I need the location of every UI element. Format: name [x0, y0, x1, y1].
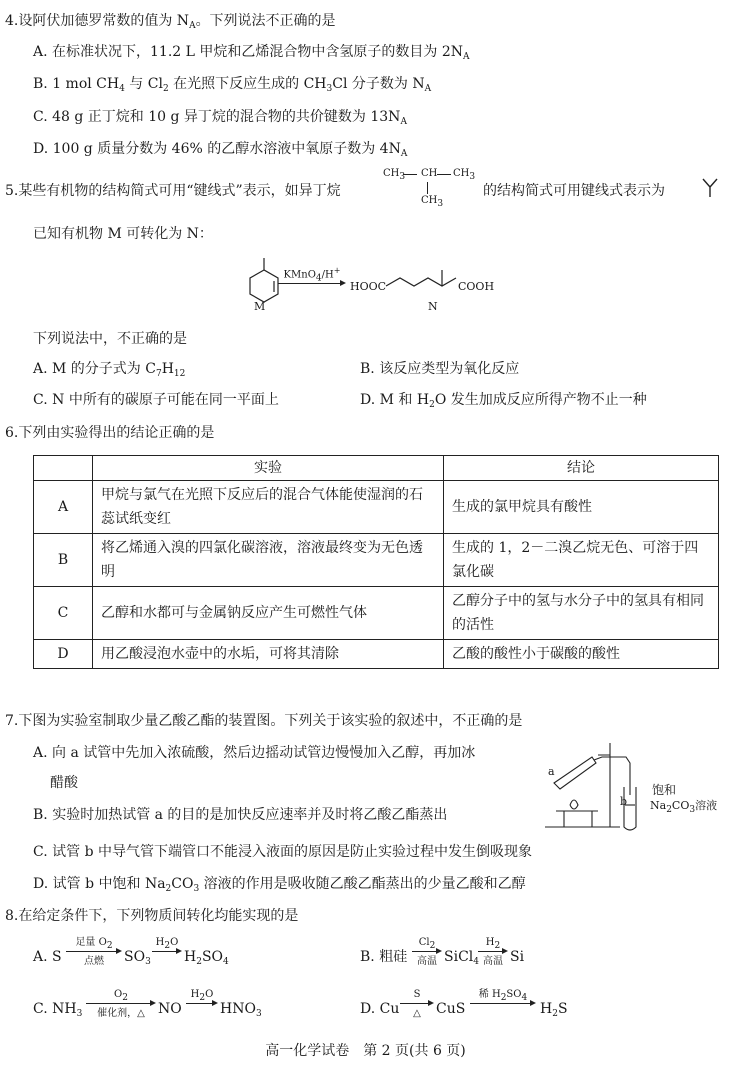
- fig-label-saturated: 饱和: [652, 783, 677, 797]
- row-experiment: 用乙酸浸泡水壶中的水垢，可将其清除: [93, 640, 444, 669]
- bond-1: [403, 174, 417, 175]
- q5-stem: 5.某些有机物的结构简式可用“键线式”表示，如异丁烷: [5, 183, 341, 199]
- q8-a-arrow-2-top: $H_2O$: [155, 937, 179, 951]
- row-conclusion: 乙酸的酸性小于碳酸的酸性: [444, 640, 719, 669]
- molecule-n-chain: [384, 262, 464, 296]
- table-row: [34, 587, 719, 640]
- bond-2: [437, 174, 451, 175]
- q8-d-arrow-1-bottom: △: [413, 1008, 421, 1019]
- q4-option-a: A. 在标准状况下，11.2 L 甲烷和乙烯混合物中含氢原子的数目为 $2N_A$: [33, 44, 470, 62]
- q5-option-d: D. M 和 $H_2O$ 发生加成反应所得产物不止一种: [360, 392, 647, 410]
- row-conclusion: 乙醇分子中的氢与水分子中的氢具有相同的活性: [444, 587, 719, 640]
- q8-b-start: B. 粗硅: [360, 949, 408, 965]
- q5-stem-2: 的结构简式可用键线式表示为: [483, 183, 665, 199]
- q7-option-b: B. 实验时加热试管 a 的目的是加快反应速率并及时将乙酸乙酯蒸出: [33, 807, 448, 823]
- q8-b-arrow-1: [412, 937, 442, 967]
- bond-3: [427, 182, 428, 194]
- label-n: N: [428, 300, 438, 313]
- q8-d-arrow-2: [470, 989, 536, 1008]
- q8-a-end: $H_2SO_4$: [184, 949, 229, 967]
- q8-d-start: D. Cu: [360, 1001, 400, 1017]
- q8-c-arrow-1-top: $O_2$: [114, 989, 128, 1003]
- q7-stem: 7.下图为实验室制取少量乙酸乙酯的装置图。下列关于该实验的叙述中，不正确的是: [5, 713, 523, 729]
- q5-stem-3: 已知有机物 M 可转化为 N：: [33, 226, 213, 242]
- q8-d-arrow-1-top: S: [413, 989, 421, 1000]
- table-row: [34, 481, 719, 534]
- q8-a-arrow-1-bottom: 点燃: [84, 956, 104, 967]
- q8-stem: 8.在给定条件下，下列物质间转化均能实现的是: [5, 908, 299, 924]
- q8-a-arrow-1-top: 足量 $O_2$: [75, 937, 113, 951]
- table-row: [34, 534, 719, 587]
- experiment-table: [33, 455, 719, 669]
- reagent-label: KMnO$_4$/H+: [283, 266, 341, 284]
- page-footer: 高一化学试卷 第 2 页(共 6 页): [265, 1043, 466, 1059]
- isobutane-left: $CH_3$: [383, 168, 406, 182]
- row-conclusion: 生成的氯甲烷具有酸性: [444, 481, 719, 534]
- q8-b-mid: SiCl$_4$: [444, 949, 479, 967]
- fig-label-solution: $Na_2CO_3$溶液: [650, 799, 718, 815]
- q4-option-c: C. 48 g 正丁烷和 10 g 异丁烷的混合物的共价键数为 $13N_A$: [33, 109, 407, 127]
- q5-option-c: C. N 中所有的碳原子可能在同一平面上: [33, 392, 279, 408]
- q8-c-start: C. $NH_3$: [33, 1001, 83, 1019]
- row-experiment: 乙醇和水都可与金属钠反应产生可燃性气体: [93, 587, 444, 640]
- table-row: [34, 640, 719, 669]
- q4-option-d: D. 100 g 质量分数为 46% 的乙醇水溶液中氧原子数为 $4N_A$: [33, 141, 408, 159]
- q8-c-arrow-2-top: $H_2O$: [190, 989, 214, 1003]
- q6-stem: 6.下列由实验得出的结论正确的是: [5, 425, 215, 441]
- isobutane-skeletal: [700, 176, 720, 198]
- isobutane-bottom: $CH_3$: [421, 195, 444, 209]
- cooh-label: COOH: [458, 280, 495, 293]
- q5-ask: 下列说法中，不正确的是: [33, 331, 187, 347]
- fig-label-a: a: [548, 765, 555, 778]
- row-option: C: [34, 587, 93, 640]
- row-option: D: [34, 640, 93, 669]
- q8-b-arrow-1-top: $Cl_2$: [418, 937, 436, 951]
- q7-option-a: A. 向 a 试管中先加入浓硫酸，然后边摇动试管边慢慢加入乙醇，再加冰: [33, 745, 476, 761]
- q8-b-arrow-1-bottom: 高温: [417, 956, 437, 967]
- q8-b-arrow-2-top: $H_2$: [485, 937, 501, 951]
- isobutane-mid: CH: [421, 168, 438, 179]
- row-option: A: [34, 481, 93, 534]
- table-header-row: [34, 456, 719, 481]
- q4-stem: 4.设阿伏加德罗常数的值为 $N_A$。下列说法不正确的是: [5, 13, 336, 31]
- q5-option-b: B. 该反应类型为氧化反应: [360, 361, 520, 377]
- q7-option-d: D. 试管 b 中饱和 $Na_2CO_3$ 溶液的作用是吸收随乙酸乙酯蒸出的少量乙酸和乙醇: [33, 876, 526, 894]
- q8-d-end: $H_2S$: [540, 1001, 568, 1019]
- header-option: [34, 456, 93, 481]
- q8-c-arrow-2: [186, 989, 218, 1008]
- hooc-label: HOOC: [350, 280, 387, 293]
- q8-c-arrow-1-bottom: 催化剂，△: [97, 1008, 145, 1019]
- row-experiment: 甲烷与氯气在光照下反应后的混合气体能使湿润的石蕊试纸变红: [93, 481, 444, 534]
- q8-b-arrow-2: [478, 937, 508, 967]
- q8-b-end: Si: [510, 949, 525, 965]
- isobutane-right: $CH_3$: [453, 168, 476, 182]
- q8-d-arrow-2-top: 稀 $H_2SO_4$: [478, 989, 528, 1003]
- fig-label-b: b: [620, 795, 628, 808]
- reaction-arrow-mn: [278, 265, 346, 288]
- q4-option-b: B. 1 mol $CH_4$ 与 $Cl_2$ 在光照下反应生成的 $CH_3Cl$ 分子数为 $N_A$: [33, 76, 432, 94]
- q8-a-start: A. S: [33, 949, 62, 965]
- q7-option-a-cont: 醋酸: [50, 775, 78, 791]
- header-conclusion: 结论: [444, 456, 719, 481]
- q8-d-mid: CuS: [436, 1001, 466, 1017]
- row-experiment: 将乙烯通入溴的四氯化碳溶液，溶液最终变为无色透明: [93, 534, 444, 587]
- q7-option-c: C. 试管 b 中导气管下端管口不能浸入液面的原因是防止实验过程中发生倒吸现象: [33, 844, 532, 860]
- q8-a-arrow-2: [152, 937, 182, 956]
- q8-b-arrow-2-bottom: 高温: [483, 956, 503, 967]
- isobutane-structure: [383, 168, 483, 210]
- row-conclusion: 生成的 1，2－二溴乙烷无色、可溶于四氯化碳: [444, 534, 719, 587]
- q8-c-arrow-1: [86, 989, 156, 1019]
- q8-d-arrow-1: [400, 989, 434, 1019]
- row-option: B: [34, 534, 93, 587]
- q8-a-arrow-1: [66, 937, 122, 967]
- q8-c-mid: NO: [158, 1001, 182, 1017]
- q8-a-mid: $SO_3$: [124, 949, 151, 967]
- apparatus-figure: [540, 735, 650, 835]
- q5-option-a: A. M 的分子式为 $C_7H_{12}$: [33, 361, 186, 379]
- q8-c-end: $HNO_3$: [220, 1001, 262, 1019]
- header-experiment: 实验: [93, 456, 444, 481]
- label-m: M: [254, 300, 266, 313]
